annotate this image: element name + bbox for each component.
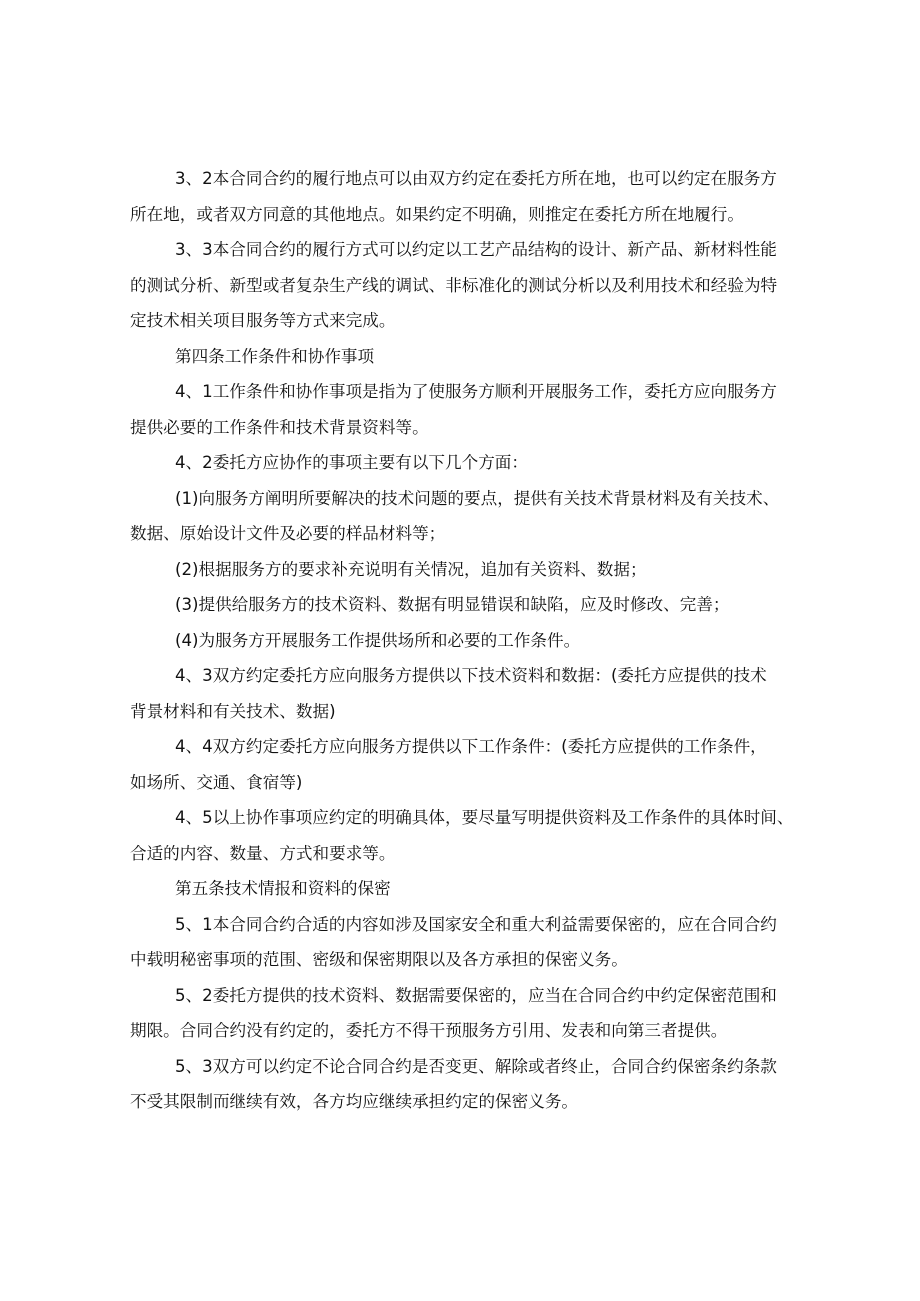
paragraph-line: (1)向服务方阐明所要解决的技术问题的要点，提供有关技术背景材料及有关技术、	[175, 488, 780, 508]
paragraph	[130, 374, 792, 445]
paragraph	[130, 587, 792, 623]
paragraph	[130, 978, 792, 1049]
paragraph	[130, 729, 792, 800]
paragraph-line: 3、2本合同合约的履行地点可以由双方约定在委托方所在地，也可以约定在服务方	[175, 169, 777, 188]
paragraph	[130, 1049, 792, 1120]
paragraph	[130, 445, 792, 481]
paragraph-line: (2)根据服务方的要求补充说明有关情况，追加有关资料、数据；	[175, 559, 647, 579]
paragraph	[130, 623, 792, 659]
paragraph-line: 合适的内容、数量、方式和要求等。	[130, 843, 396, 863]
paragraph	[130, 232, 792, 339]
paragraph-line: 不受其限制而继续有效，各方均应继续承担约定的保密义务。	[130, 1092, 579, 1111]
paragraph-line: 的测试分析、新型或者复杂生产线的调试、非标准化的测试分析以及利用技术和经验为特	[130, 275, 778, 295]
paragraph-line: 数据、原始设计文件及必要的样品材料等；	[130, 524, 446, 543]
paragraph	[130, 481, 792, 552]
paragraph-line: 期限。合同合约没有约定的，委托方不得干预服务方引用、发表和向第三者提供。	[130, 1021, 728, 1040]
paragraph-line: 所在地，或者双方同意的其他地点。如果约定不明确，则推定在委托方所在地履行。	[130, 204, 744, 224]
paragraph-line: 5、1本合同合约合适的内容如涉及国家安全和重大利益需要保密的，应在合同合约	[175, 914, 777, 934]
paragraph-line: 中载明秘密事项的范围、密级和保密期限以及各方承担的保密义务。	[130, 950, 628, 969]
paragraph-line: 5、3双方可以约定不论合同合约是否变更、解除或者终止，合同合约保密条约条款	[175, 1056, 777, 1076]
document-body	[130, 161, 792, 1120]
paragraph	[130, 339, 792, 375]
paragraph-line: 如场所、交通、食宿等)	[130, 772, 303, 792]
paragraph-line: 3、3本合同合约的履行方式可以约定以工艺产品结构的设计、新产品、新材料性能	[175, 240, 777, 259]
paragraph-line: 第五条技术情报和资料的保密	[175, 879, 391, 898]
paragraph-line: (3)提供给服务方的技术资料、数据有明显错误和缺陷，应及时修改、完善；	[175, 595, 730, 614]
paragraph-line: 4、2委托方应协作的事项主要有以下几个方面：	[175, 453, 528, 472]
paragraph-line: 提供必要的工作条件和技术背景资料等。	[130, 417, 429, 437]
paragraph-line: 4、1工作条件和协作事项是指为了使服务方顺利开展服务工作，委托方应向服务方	[175, 382, 777, 401]
paragraph	[130, 658, 792, 729]
paragraph-line: 4、5以上协作事项应约定的明确具体，要尽量写明提供资料及工作条件的具体时间、	[175, 808, 794, 827]
paragraph-line: 背景材料和有关技术、数据)	[130, 701, 336, 721]
paragraph-line: 5、2委托方提供的技术资料、数据需要保密的，应当在合同合约中约定保密范围和	[175, 985, 777, 1005]
paragraph-line: 第四条工作条件和协作事项	[175, 346, 375, 366]
paragraph	[130, 161, 792, 232]
paragraph	[130, 552, 792, 588]
paragraph-line: (4)为服务方开展服务工作提供场所和必要的工作条件。	[175, 630, 581, 650]
paragraph	[130, 871, 792, 907]
paragraph-line: 4、3双方约定委托方应向服务方提供以下技术资料和数据：(委托方应提供的技术	[175, 666, 767, 685]
paragraph	[130, 800, 792, 871]
paragraph	[130, 907, 792, 978]
paragraph-line: 4、4双方约定委托方应向服务方提供以下工作条件：(委托方应提供的工作条件，	[175, 737, 767, 756]
paragraph-line: 定技术相关项目服务等方式来完成。	[130, 311, 396, 330]
